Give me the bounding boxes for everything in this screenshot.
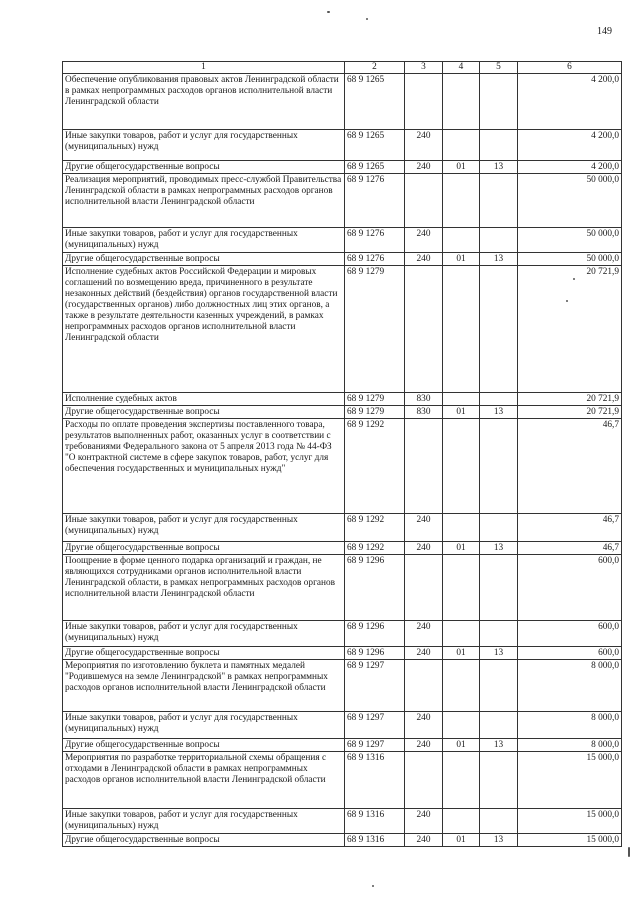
table-body — [63, 62, 622, 847]
row-col4 — [443, 752, 480, 809]
row-col4 — [443, 660, 480, 712]
row-col3: 240 — [405, 542, 443, 555]
row-name: Поощрение в форме ценного подарка организаций и граждан, не являющихся сотрудниками органов исполнительной власти Ленинградской области, в рамках непрограммных расходов органов исполнительной власти Ленинградской области — [63, 555, 345, 621]
row-col4 — [443, 174, 480, 228]
row-col3: 830 — [405, 393, 443, 406]
table-row — [63, 739, 622, 752]
row-code: 68 9 1297 — [345, 660, 405, 712]
row-name: Обеспечение опубликования правовых актов Ленинградской области в рамках непрограммных расходов органов исполнительной власти Ленинградской области — [63, 74, 345, 130]
row-col5 — [480, 393, 518, 406]
table-row — [63, 621, 622, 647]
budget-table — [62, 61, 622, 847]
row-col4: 01 — [443, 161, 480, 174]
table-row — [63, 406, 622, 419]
row-amount: 20 721,9 — [518, 406, 622, 419]
row-amount: 600,0 — [518, 621, 622, 647]
table-row — [63, 647, 622, 660]
row-col3 — [405, 419, 443, 514]
row-col3: 240 — [405, 621, 443, 647]
row-amount: 50 000,0 — [518, 228, 622, 253]
row-col5: 13 — [480, 739, 518, 752]
row-code: 68 9 1276 — [345, 253, 405, 266]
row-code: 68 9 1265 — [345, 161, 405, 174]
row-code: 68 9 1292 — [345, 514, 405, 542]
row-amount: 8 000,0 — [518, 660, 622, 712]
table-row — [63, 74, 622, 130]
row-col3 — [405, 74, 443, 130]
scan-speck — [573, 278, 575, 280]
row-col5 — [480, 621, 518, 647]
scan-speck — [327, 11, 330, 13]
table-row — [63, 660, 622, 712]
table-row — [63, 228, 622, 253]
header-col-2: 2 — [345, 62, 405, 74]
row-col4: 01 — [443, 647, 480, 660]
row-col3 — [405, 266, 443, 393]
row-amount: 46,7 — [518, 514, 622, 542]
row-col3: 240 — [405, 253, 443, 266]
row-name: Иные закупки товаров, работ и услуг для государственных (муниципальных) нужд — [63, 712, 345, 739]
row-col3 — [405, 174, 443, 228]
row-amount: 4 200,0 — [518, 130, 622, 161]
row-col5 — [480, 130, 518, 161]
row-name: Другие общегосударственные вопросы — [63, 647, 345, 660]
row-name: Иные закупки товаров, работ и услуг для государственных (муниципальных) нужд — [63, 514, 345, 542]
row-col4 — [443, 266, 480, 393]
row-amount: 15 000,0 — [518, 809, 622, 834]
row-name: Иные закупки товаров, работ и услуг для государственных (муниципальных) нужд — [63, 809, 345, 834]
row-name: Расходы по оплате проведения экспертизы поставленного товара, результатов выполненных работ, оказанных услуг в соответствии с требованиями Федерального закона от 5 апреля 2013 года № 44-ФЗ "О контрактной системе в сфере закупок товаров, работ, услуг для обеспечения государственных и муниципальных нужд" — [63, 419, 345, 514]
row-amount: 4 200,0 — [518, 161, 622, 174]
scan-speck — [366, 18, 368, 20]
row-col4: 01 — [443, 406, 480, 419]
row-col3: 830 — [405, 406, 443, 419]
row-name: Другие общегосударственные вопросы — [63, 834, 345, 847]
row-col5: 13 — [480, 647, 518, 660]
row-col5 — [480, 712, 518, 739]
row-amount: 20 721,9 — [518, 266, 622, 393]
row-col5 — [480, 74, 518, 130]
row-col5: 13 — [480, 253, 518, 266]
row-code: 68 9 1279 — [345, 393, 405, 406]
row-col5 — [480, 228, 518, 253]
table-row — [63, 161, 622, 174]
table-row — [63, 555, 622, 621]
row-col4 — [443, 621, 480, 647]
row-amount: 600,0 — [518, 555, 622, 621]
row-amount: 8 000,0 — [518, 739, 622, 752]
row-col3: 240 — [405, 228, 443, 253]
row-code: 68 9 1292 — [345, 542, 405, 555]
row-name: Другие общегосударственные вопросы — [63, 406, 345, 419]
header-col-4: 4 — [443, 62, 480, 74]
row-amount: 15 000,0 — [518, 834, 622, 847]
row-col3: 240 — [405, 514, 443, 542]
row-name: Другие общегосударственные вопросы — [63, 739, 345, 752]
row-name: Иные закупки товаров, работ и услуг для государственных (муниципальных) нужд — [63, 130, 345, 161]
row-col4: 01 — [443, 739, 480, 752]
row-col3: 240 — [405, 712, 443, 739]
row-col4 — [443, 419, 480, 514]
row-name: Иные закупки товаров, работ и услуг для государственных (муниципальных) нужд — [63, 621, 345, 647]
row-amount: 15 000,0 — [518, 752, 622, 809]
row-col3 — [405, 752, 443, 809]
row-name: Исполнение судебных актов — [63, 393, 345, 406]
row-amount: 20 721,9 — [518, 393, 622, 406]
row-col3: 240 — [405, 647, 443, 660]
table-row — [63, 809, 622, 834]
row-col5 — [480, 809, 518, 834]
table-row — [63, 253, 622, 266]
header-col-5: 5 — [480, 62, 518, 74]
row-code: 68 9 1316 — [345, 752, 405, 809]
row-col5 — [480, 555, 518, 621]
row-amount: 50 000,0 — [518, 253, 622, 266]
row-col5: 13 — [480, 542, 518, 555]
scan-speck — [628, 847, 630, 857]
table-header-row — [63, 62, 622, 74]
header-col-1: 1 — [63, 62, 345, 74]
table-row — [63, 419, 622, 514]
row-code: 68 9 1297 — [345, 739, 405, 752]
row-col4 — [443, 712, 480, 739]
row-col3: 240 — [405, 130, 443, 161]
row-code: 68 9 1316 — [345, 834, 405, 847]
row-name: Исполнение судебных актов Российской Федерации и мировых соглашений по возмещению вреда, причиненного в результате незаконных действий (бездействия) органов государственной власти (государственных органов) либо должностных лиц этих органов, а также в результате деятельности казенных учреждений, в рамках непрограммных расходов органов исполнительной власти Ленинградской области — [63, 266, 345, 393]
row-amount: 600,0 — [518, 647, 622, 660]
header-col-3: 3 — [405, 62, 443, 74]
page-number: 149 — [597, 26, 612, 37]
row-col4 — [443, 74, 480, 130]
row-code: 68 9 1296 — [345, 555, 405, 621]
row-amount: 50 000,0 — [518, 174, 622, 228]
row-name: Другие общегосударственные вопросы — [63, 542, 345, 555]
row-col5 — [480, 266, 518, 393]
row-amount: 4 200,0 — [518, 74, 622, 130]
row-col4 — [443, 130, 480, 161]
row-col4: 01 — [443, 542, 480, 555]
row-col5 — [480, 174, 518, 228]
row-col3: 240 — [405, 739, 443, 752]
row-amount: 8 000,0 — [518, 712, 622, 739]
row-col5 — [480, 419, 518, 514]
scan-speck — [566, 300, 568, 302]
row-col4 — [443, 228, 480, 253]
table-row — [63, 712, 622, 739]
row-code: 68 9 1279 — [345, 406, 405, 419]
row-name: Мероприятия по разработке территориальной схемы обращения с отходами в Ленинградской области в рамках непрограммных расходов органов исполнительной власти Ленинградской области — [63, 752, 345, 809]
row-code: 68 9 1296 — [345, 621, 405, 647]
row-code: 68 9 1292 — [345, 419, 405, 514]
header-col-6: 6 — [518, 62, 622, 74]
row-amount: 46,7 — [518, 419, 622, 514]
row-col5 — [480, 514, 518, 542]
row-name: Мероприятия по изготовлению буклета и памятных медалей "Родившемуся на земле Ленинградской" в рамках непрограммных расходов органов исполнительной власти Ленинградской области — [63, 660, 345, 712]
row-col5 — [480, 752, 518, 809]
row-col3: 240 — [405, 834, 443, 847]
row-col5: 13 — [480, 161, 518, 174]
row-code: 68 9 1296 — [345, 647, 405, 660]
row-name: Реализация мероприятий, проводимых пресс-службой Правительства Ленинградской области в рамках непрограммных расходов органов исполнительной власти Ленинградской области — [63, 174, 345, 228]
row-col3: 240 — [405, 161, 443, 174]
row-col4 — [443, 393, 480, 406]
scan-speck — [372, 885, 374, 887]
row-code: 68 9 1279 — [345, 266, 405, 393]
row-amount: 46,7 — [518, 542, 622, 555]
row-col3: 240 — [405, 809, 443, 834]
table-row — [63, 514, 622, 542]
table-row — [63, 266, 622, 393]
row-col4 — [443, 514, 480, 542]
table-row — [63, 752, 622, 809]
row-code: 68 9 1276 — [345, 228, 405, 253]
row-code: 68 9 1276 — [345, 174, 405, 228]
table-row — [63, 393, 622, 406]
row-col3 — [405, 660, 443, 712]
row-code: 68 9 1265 — [345, 74, 405, 130]
row-code: 68 9 1265 — [345, 130, 405, 161]
row-col4: 01 — [443, 253, 480, 266]
table-row — [63, 834, 622, 847]
row-col4: 01 — [443, 834, 480, 847]
row-col5: 13 — [480, 834, 518, 847]
row-col5: 13 — [480, 406, 518, 419]
row-name: Другие общегосударственные вопросы — [63, 161, 345, 174]
table-row — [63, 130, 622, 161]
row-col3 — [405, 555, 443, 621]
row-name: Иные закупки товаров, работ и услуг для государственных (муниципальных) нужд — [63, 228, 345, 253]
table-row — [63, 542, 622, 555]
row-col4 — [443, 809, 480, 834]
row-col4 — [443, 555, 480, 621]
table-row — [63, 174, 622, 228]
row-name: Другие общегосударственные вопросы — [63, 253, 345, 266]
row-code: 68 9 1316 — [345, 809, 405, 834]
row-col5 — [480, 660, 518, 712]
row-code: 68 9 1297 — [345, 712, 405, 739]
